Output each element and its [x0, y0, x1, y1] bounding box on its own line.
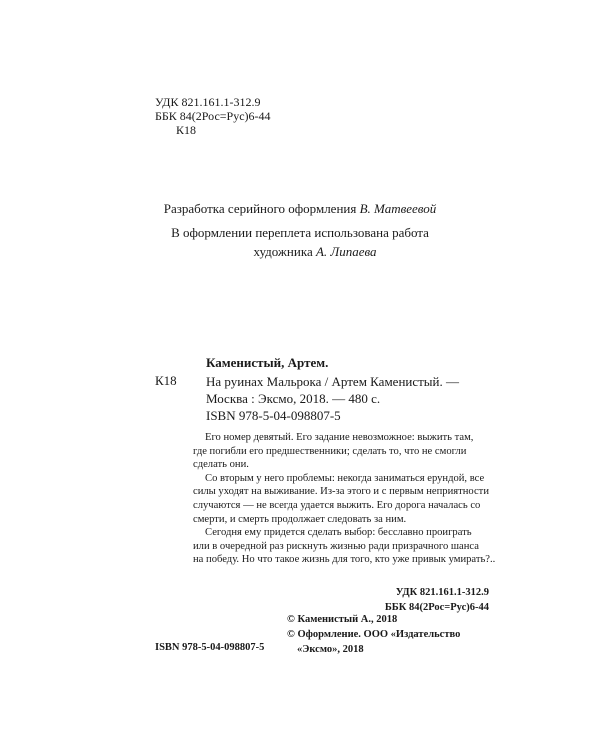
classification-block-bottom — [0, 585, 489, 615]
cover-credit-line: В оформлении переплета использована работа — [171, 225, 429, 240]
series-design-prefix: Разработка серийного оформления — [163, 201, 357, 216]
catalog-entry-body — [206, 373, 459, 424]
catalog-author-sign: К18 — [155, 373, 177, 388]
bbk-code: ББК 84(2Рос=Рус)6-44 — [155, 109, 271, 123]
annotation-line: смерти, и смерть продолжает следовать за ним. — [193, 513, 407, 525]
copyright-author: © Каменистый А., 2018 — [287, 614, 398, 625]
author-sign: К18 — [176, 123, 197, 137]
catalog-isbn: ISBN 978-5-04-098807-5 — [206, 408, 341, 423]
catalog-title-line: На руинах Мальрока / Артем Каменистый. — — [206, 374, 459, 389]
artist-name: А. Липаева — [315, 244, 377, 259]
copyright-design: © Оформление. ООО «Издательство — [287, 629, 461, 640]
udk-code: УДК 821.161.1-312.9 — [155, 95, 261, 109]
annotation-line: сделать они. — [193, 459, 249, 471]
udk-code-bottom: УДК 821.161.1-312.9 — [395, 587, 489, 598]
annotation-line: силы уходят на выживание. Из-за этого и с первым неприятности — [193, 486, 489, 498]
annotation-line: где погибли его предшественники; сделать то, что не смогли — [193, 445, 467, 457]
annotation-line: Его номер девятый. Его задание невозможное: выжить там, — [205, 432, 474, 443]
catalog-author: Каменистый, Артем. — [206, 355, 329, 370]
series-designer-name: В. Матвеевой — [359, 201, 437, 216]
isbn-bottom: ISBN 978-5-04-098807-5 — [155, 642, 265, 653]
classification-block-top — [155, 95, 271, 137]
annotation-line: или в очередной раз рискнуть жизнью ради призрачного шанса — [193, 540, 479, 552]
artist-credit — [0, 243, 600, 261]
annotation-line: Сегодня ему придется сделать выбор: бесславно проиграть — [205, 527, 472, 539]
annotation — [193, 431, 496, 567]
annotation-line: Со вторым у него проблемы: некогда заниматься ерундой, все — [205, 472, 485, 484]
annotation-line: на победу. Но что такое жизнь для того, кто уже привык умирать?.. — [193, 554, 496, 566]
copyright-publisher: «Эксмо», 2018 — [297, 644, 364, 655]
annotation-line: случаются — не всегда удается выжить. Его дорога началась со — [193, 499, 481, 511]
series-design-credit — [0, 200, 600, 218]
artist-prefix: художника — [253, 244, 313, 259]
catalog-publisher-line: Москва : Эксмо, 2018. — 480 с. — [206, 391, 381, 406]
copyright-block — [287, 612, 460, 657]
bbk-code-bottom: ББК 84(2Рос=Рус)6-44 — [384, 602, 489, 613]
